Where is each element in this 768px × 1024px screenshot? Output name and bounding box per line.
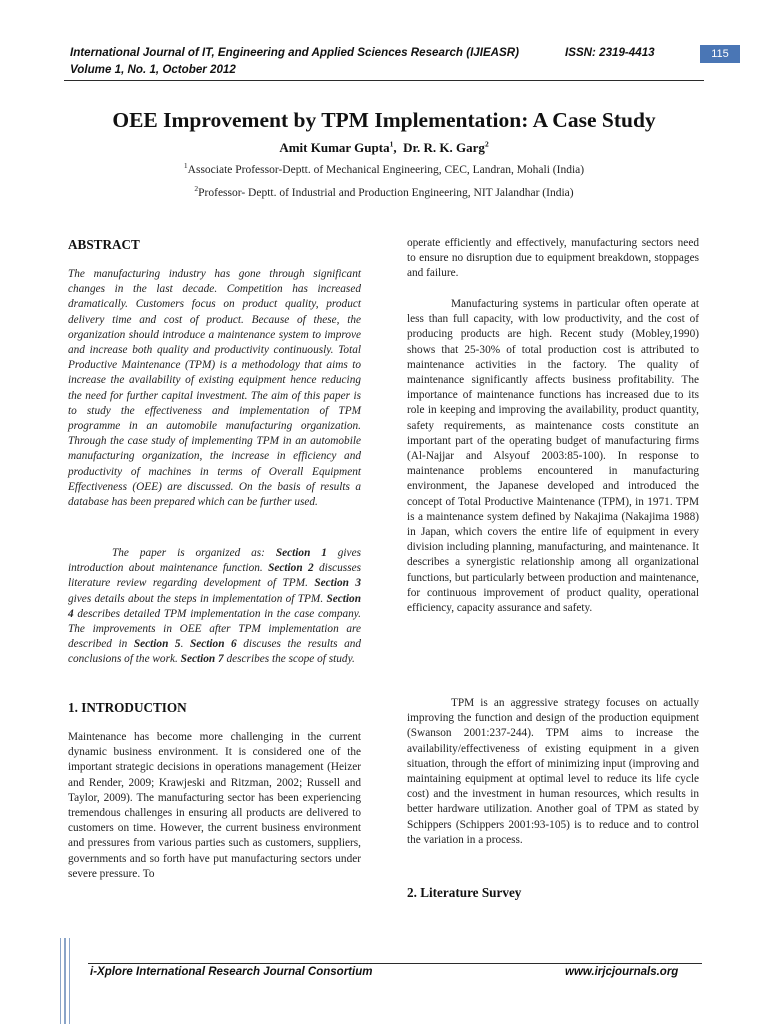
author-2: Dr. R. K. Garg (403, 140, 485, 155)
org-section-3: Section 3 (314, 577, 362, 590)
org-section-7: Section 7 (180, 653, 224, 666)
author-2-sup: 2 (484, 139, 489, 149)
page-number-badge: 115 (700, 45, 740, 63)
introduction-paragraph-1: Maintenance has become more challenging in the current dynamic business environment. It is considered one of the important strategic decisions in operations management (Heizer and Render, 2009; Krawjeski and Ritzman, 2002; Russell and Taylor, 2009). The manufacturing sector has been experiencing tremendous challenges in ensuring all products are delivered to customers on time. However, the current business environment and pressures from various parties such as customers, suppliers, governments and so forth have put manufacturing sectors under severe pressure. To (68, 731, 361, 880)
literature-survey-heading: 2. Literature Survey (407, 885, 522, 900)
journal-name: International Journal of IT, Engineering and Applied Sciences Research (IJIEASR) (70, 46, 520, 59)
introduction-paragraph-3: TPM is an aggressive strategy focuses on actually improving the function and design of the production equipment (Swanson 2001:237-244). TPM aims to increase the availability/effectiveness of existing equipment in a given situation, through the effort of minimizing input (improving and maintaining equipment at optimal level to reduce its life cycle cost) and the investment in human resources, which results in better hardware utilization. Another goal of TPM as stated by Schippers (Schippers 2001:93-105) is to reduce and to control the variation in a process. (407, 697, 699, 846)
footer-decoration (60, 938, 70, 1024)
org-text-2: discusses literature review regarding development of TPM. (68, 562, 361, 590)
footer-website: www.irjcjournals.org (565, 966, 679, 978)
affiliation-1-text: Associate Professor-Deptt. of Mechanical Engineering, CEC, Landran, Mohali (India) (187, 164, 585, 176)
footer-consortium: i-Xplore International Research Journal Consortium (90, 966, 373, 978)
author-1: Amit Kumar Gupta (279, 140, 390, 155)
abstract-body: The manufacturing industry has gone through significant changes in the last decade. Competition has increased dramatically. Customers focus on product quality, product delivery time and cost of product. Because of these, the organization should introduce a maintenance system to improve and increase both quality and productivity continuously. Total Productive Maintenance (TPM) is a methodology that aims to increase the availability of existing equipment hence reducing the need for further capital investment. The aim of this paper is to study the effectiveness and implementation of TPM programme in an automobile manufacturing organization. Through the case study of implementing TPM in an automobile manufacturing organization, the increase in efficiency and productivity of machines in terms of Overall Equipment Effectiveness (OEE) are discussed. On the basis of results a database has been prepared which can be further used. (68, 268, 361, 509)
org-section-1: Section 1 (275, 547, 327, 559)
org-text-0: The paper is organized as: (112, 547, 276, 559)
org-text-7: describes the scope of study. (223, 653, 355, 666)
journal-issn: ISSN: 2319-4413 (565, 46, 655, 59)
running-header (70, 44, 700, 78)
paper-organization (68, 546, 361, 668)
affiliation-1-sup: 1 (183, 161, 188, 171)
affiliation-2 (0, 184, 768, 199)
affiliation-2-sup: 2 (194, 184, 199, 194)
org-section-2: Section 2 (268, 562, 314, 575)
introduction-paragraph-1-continued: operate efficiently and effectively, manufacturing sectors need to ensure no disruption due to equipment breakdown, stoppages and failure. (407, 237, 699, 280)
footer-divider (88, 963, 702, 964)
org-section-5: Section 5 (133, 638, 181, 651)
org-section-6: Section 6 (189, 638, 237, 651)
abstract-heading: ABSTRACT (68, 237, 140, 252)
affiliation-2-text: Professor- Deptt. of Industrial and Production Engineering, NIT Jalandhar (India) (198, 187, 574, 199)
introduction-heading: 1. INTRODUCTION (68, 700, 187, 715)
org-section-4: Section 4 (68, 592, 361, 620)
author-1-sup: 1 (389, 139, 394, 149)
author-line (0, 140, 768, 156)
org-text-5: . (180, 638, 190, 651)
org-text-6: discuses the results and conclusions of the work. (68, 638, 362, 666)
org-text-3: gives details about the steps in implementation of TPM. (68, 592, 327, 605)
org-text-4: describes detailed TPM implementation in the case company. The improvements in OEE after TPM implementation are described in (68, 607, 361, 651)
affiliation-1 (0, 161, 768, 176)
journal-volume: Volume 1, No. 1, October 2012 (70, 63, 236, 76)
org-text-1: gives introduction about maintenance function. (68, 547, 361, 575)
header-divider (64, 80, 704, 81)
author-separator: , (393, 140, 404, 155)
paper-title: OEE Improvement by TPM Implementation: A Case Study (112, 108, 656, 132)
introduction-paragraph-2: Manufacturing systems in particular often operate at less than full capacity, with low productivity, and the cost of producing products are high. Recent study (Mobley,1990) shows that 25-30% of total production cost is attributed to maintenance activities in the factory. The quality of maintenance significantly affects business profitability. The importance of maintenance functions has increased due to its role in keeping and improving the availability, product quantity, safety requirements, as maintenance costs constitute an important part of the operating budget of manufacturing firms (Al-Najjar and Alsyouf 2003:85-100). In response to maintenance problems encountered in manufacturing environment, the Japanese developed and introduced the concept of Total Productive Maintenance (TPM), in 1971. TPM is a maintenance system defined by Nakajima (Nakajima 1988) in Japan, which covers the entire life of equipment in every division including planning, manufacturing, and maintenance. It describes a synergistic relationship among all organizational functions, but particularly between production and maintenance, for continuous improvement of product quality, operational efficiency, capacity assurance and safety. (407, 298, 699, 615)
